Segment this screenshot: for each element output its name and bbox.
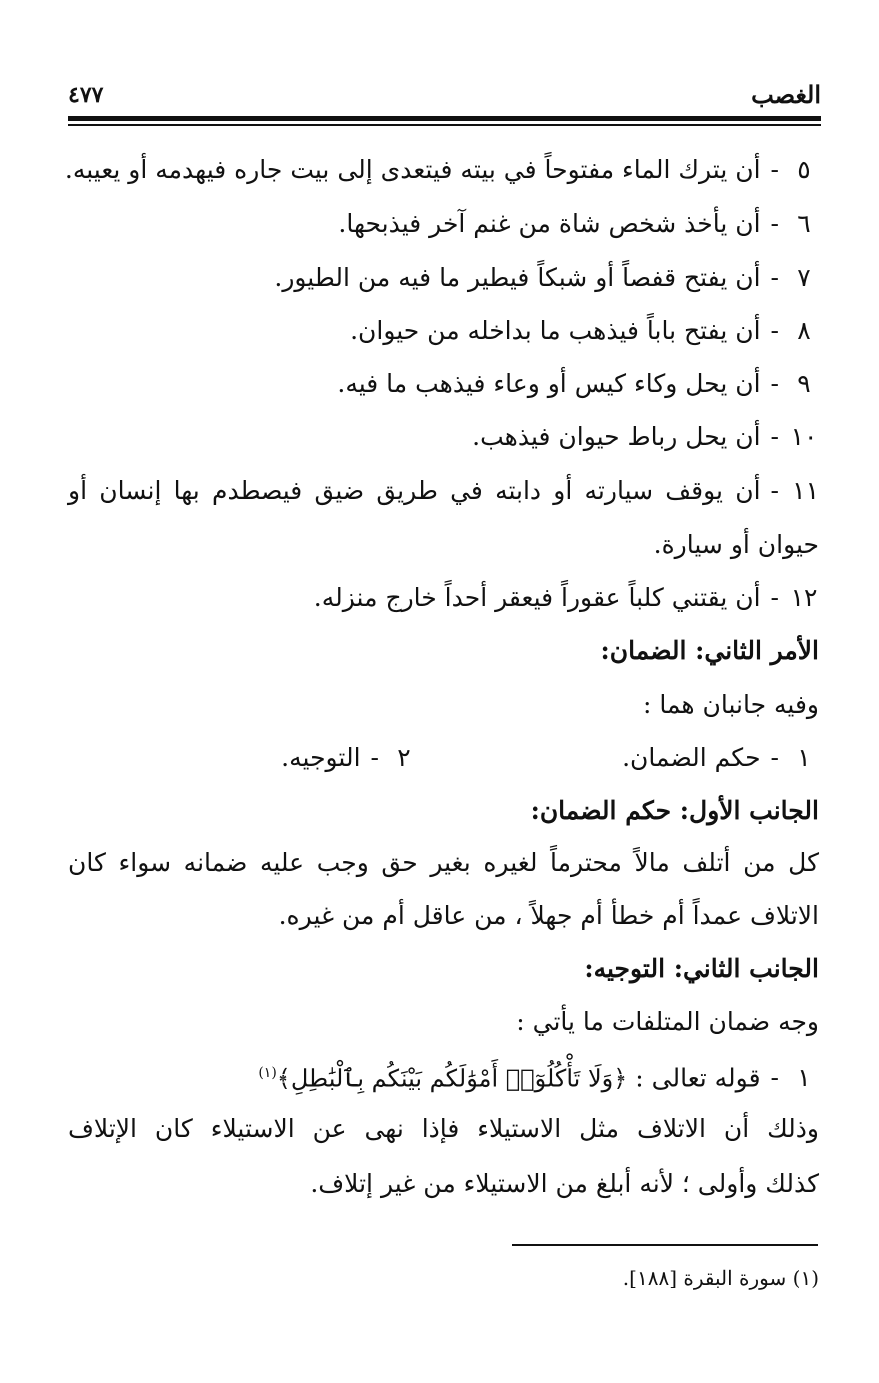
list-item-continuation (68, 527, 819, 563)
part-item-2: ٢-التوجيه. (281, 740, 419, 776)
item-text: أن يقتني كلباً عقوراً فيعقر أحداً خارج منزله. (313, 583, 761, 612)
item-number: ٦ (797, 209, 811, 238)
item-text: حيوان أو سيارة. (653, 530, 819, 559)
list-item: ٧-أن يفتح قفصاً أو شبكاً فيطير ما فيه من الطيور. (68, 260, 819, 296)
parts-list: ١-حكم الضمان. ٢-التوجيه. (68, 740, 819, 776)
item-text: أن يفتح باباً فيذهب ما بداخله من حيوان. (350, 316, 761, 345)
item-text: أن يحل رباط حيوان فيذهب. (472, 422, 761, 451)
paragraph-line: كذلك وأولى ؛ لأنه أبلغ من الاستيلاء من غير إتلاف. (310, 1169, 819, 1198)
item-text: أن يحل وكاء كيس أو وعاء فيذهب ما فيه. (337, 369, 761, 398)
item-number: ٨ (797, 316, 811, 345)
item-number: ٧ (797, 263, 811, 292)
footnote-rule (512, 1244, 818, 1246)
list-item: ١١-أن يوقف سيارته أو دابته في طريق ضيق فيصطدم بها إنسان أو (68, 473, 819, 509)
section-heading: الأمر الثاني: الضمان: (600, 636, 819, 665)
part-number: ٢ (397, 743, 411, 772)
list-item: ١٢-أن يقتني كلباً عقوراً فيعقر أحداً خارج منزله. (68, 580, 819, 616)
item-text: أن يفتح قفصاً أو شبكاً فيطير ما فيه من الطيور. (274, 263, 761, 292)
part-number: ١ (797, 743, 811, 772)
header-rule-thin (68, 124, 821, 126)
footnote-ref: (١) (258, 1065, 277, 1081)
item-number: ١١ (792, 476, 819, 505)
paragraph-line: وذلك أن الاتلاف مثل الاستيلاء فإذا نهى عن الاستيلاء كان الإتلاف (68, 1114, 819, 1143)
evidence-number: ١ (797, 1063, 811, 1093)
page-header (68, 72, 821, 112)
item-number: ٥ (797, 155, 811, 184)
subsection-heading: الجانب الثاني: التوجيه: (584, 954, 819, 983)
section-intro: وفيه جانبان هما : (642, 690, 819, 719)
part-text: حكم الضمان. (622, 743, 761, 772)
subsection-heading: الجانب الأول: حكم الضمان: (530, 796, 819, 825)
list-item: ٩-أن يحل وكاء كيس أو وعاء فيذهب ما فيه. (68, 366, 819, 402)
paragraph-line: الاتلاف عمداً أم خطأ أم جهلاً ، من عاقل أم من غيره. (278, 901, 819, 930)
chapter-title: الغصب (751, 80, 821, 109)
evidence-lead: قوله تعالى : (635, 1063, 761, 1093)
item-text: أن يترك الماء مفتوحاً في بيته فيتعدى إلى بيت جاره فيهدمه أو يعيبه. (64, 155, 761, 184)
list-item: ٦-أن يأخذ شخص شاة من غنم آخر فيذبحها. (68, 206, 819, 242)
quran-verse: ﴿وَلَا تَأْكُلُوٓا۟ أَمْوَٰلَكُم بَيْنَكُم بِٱلْبَٰطِلِ﴾ (276, 1064, 628, 1093)
part-text: التوجيه. (281, 743, 361, 772)
section-intro: وجه ضمان المتلفات ما يأتي : (516, 1007, 819, 1036)
list-item: ٥-أن يترك الماء مفتوحاً في بيته فيتعدى إلى بيت جاره فيهدمه أو يعيبه. (68, 152, 819, 188)
evidence-line: ١-قوله تعالى : ﴿وَلَا تَأْكُلُوٓا۟ أَمْوَٰلَكُم بَيْنَكُم بِٱلْبَٰطِلِ﴾$^{(١)}$ (68, 1055, 819, 1096)
header-rule-thick (68, 116, 821, 121)
list-item: ٨-أن يفتح باباً فيذهب ما بداخله من حيوان. (68, 313, 819, 349)
item-text: أن يأخذ شخص شاة من غنم آخر فيذبحها. (338, 209, 761, 238)
item-number: ١٢ (790, 583, 818, 612)
item-number: ٩ (797, 369, 811, 398)
page-number: ٤٧٧ (68, 82, 104, 108)
list-item: ١٠-أن يحل رباط حيوان فيذهب. (68, 419, 819, 455)
item-text: أن يوقف سيارته أو دابته في طريق ضيق فيصطدم بها إنسان أو (68, 476, 761, 505)
item-number: ١٠ (790, 422, 818, 451)
footnote: (١) سورة البقرة [١٨٨]. (622, 1266, 819, 1290)
paragraph-line: كل من أتلف مالاً محترماً لغيره بغير حق وجب عليه ضمانه سواء كان (68, 848, 819, 877)
